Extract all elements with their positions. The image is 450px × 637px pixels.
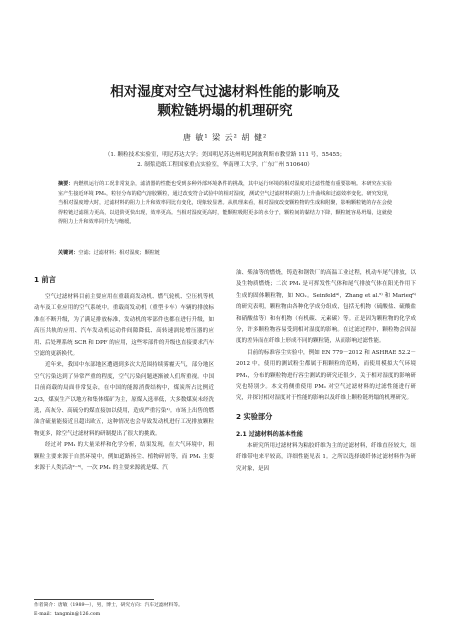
body-paragraph: 油、柴油等的燃烧，铸造和钢铁厂的高温工业过程，机动车尾气排放，以及生物质燃烧；二次 PM₁ 是可挥发性气体和尾气排放气体在阳光作用下生成的固体颗粒物，如 NOₓ。Seinfeld⁴⁾，Zhang et al.⁵⁾ 和 Marieq⁶⁾ 的研究表明，颗粒物由各种化学成分组成，包括无机物（硫酸盐、硫酸盐和硝酸盐等）和有机物（有机碳、元素碳）等。正是因为颗粒物的化学成分，许多颗粒物容易受到相对湿度的影响。在过滤过程中，颗粒物会因湿度的差异而在纤维上形成不同的颗粒链，从而影响过滤性能。 [236,270,416,345]
paper-title-line-1: 相对湿度对空气过滤材料性能的影响及 [110,84,340,100]
keywords [58,249,392,259]
left-column [34,268,214,475]
abstract-text: 内燃机运行的工况非常复杂，滤清器的性能也受到多种外部环境条件的挑战，其中运行环境的相对湿度对过滤性能有重要影响。本研究在实验室产生接近环境 PM₁，粒径分布的稳气溶胶颗粒，通过改变符合试验中的相对湿度，测试空气过滤材料的阻力上升曲线和过滤效率变化。研究发现，当相对湿度增大时，过滤材料的阻力上升和效率同比有变化，现象较显著。从机理来看，相对湿度改变颗粒物的生成和附聚，影响颗粒链的存在会使得粒链过滤阻力更高，以进阶更快出现，效率更高。当相对湿度更高时，能颗粒吸附更多的水分子，颗粒间的黏结力下降，颗粒链容易坍塌，这就使得阻力上升和效率同升先与缩缓。 [58,181,392,226]
body-paragraph: 近年来，我国中东部地区遭遇到多次大范围持续雾霾天气，部分地区空气污染达到了异常严重的程度，空气污染问题逐渐被人们所重视。中国目前商载的局面非常复杂，在中国的能源消费结构中，煤炭所占比例近 2/3，煤炭生产以地方和集体煤矿为主，原煤入选率低，大多数煤炭未经洗选，高灰分、高硫分的煤直接加以使用，造成严重污染¹⁾。市场上出售的燃油含硫量能接近且超出欧五，这种情况也会导致发动机进行工况排放颗粒物更多，除空气过滤材料的研制提出了很大的挑战。 [34,362,214,437]
section-heading: 1 前言 [34,275,56,284]
body-paragraph: 经过对 PM₁ 的大量采样和化学分析，结果发现，在大气环境中，粗颗粒主要来源于自然环境中，例如道路扬尘、植物碎屑等，而 PM₁ 主要来源于人类活动²⁻³⁾，一次 PM₁ 的主要来源就是煤、汽 [34,442,214,472]
affiliation-2: 2. 制浆造纸工程国家重点实验室，华南理工大学，广东广州 510640） [137,162,313,168]
abstract-label: 摘要： [58,181,74,187]
subsection-heading: 2.1 过滤材料的基本性能 [236,430,303,438]
affiliation-1: （1. 颗粒技术实验室，明尼苏达大学；美国明尼苏达州明尼阿波利斯市教堂路 111 号，55455； [104,152,346,158]
body-paragraph: 空气过滤材料目前主要应用在重载商发动机、燃气轮机、空压机等机动车及工业应用的空气系统中。重载商发动机（重型卡车）车辆的排放标准在不断升级，为了满足排放标准，发动机的零部件也都在进行升级，如高压共轨的应用、汽车发动机运动件间隙降低、高转速涡轮增压器的应用、后处理系统 SCR 和 DPF 的应用，这些零部件的升级也直接要求汽车空滤的更新换代。 [34,294,214,358]
keywords-label: 关键词： [58,250,79,256]
abstract [58,180,392,228]
author-footnote: 作者简介：唐敏（1989—），男，博士，研究方向：汽车过滤材料等。 [34,603,183,608]
email-footnote: E-mail：tangmin@126.com [34,612,101,617]
right-column [236,268,416,475]
body-paragraph: 目前的标准容尘实验中，例如 EN 779－2012 和 ASHRAE 52.2－2012 中，使用的测试粉尘都属于粗颗粒的范畴，而使用模拟大气环境 PM₁，分布的颗粒物进行容尘测试的研究还很少，关于相对湿度的影响研究也特别少。本文将侧重使用 PM₁ 对空气过滤材料的过滤性能进行研究，并探讨相对湿度对于性能的影响以及纤维上颗粒链坍塌的机理研究。 [236,349,416,402]
footnote-rule [34,599,154,600]
author-list: 唐 敏¹ 梁 云² 胡 健² [182,133,268,142]
paper-title-line-2: 颗粒链坍塌的机理研究 [157,103,293,119]
section-heading: 2 实验部分 [236,411,273,421]
keywords-text: 空滤；过滤材料；相对湿度；颗粒链 [78,250,160,256]
body-paragraph: 本研究所用过滤材料为粘胶纤维为主的过滤材料，纤维直径较大，组纤维带电来平较高，详细性能见表 1。之所以选择玻纤体过滤材料作为研究对象，是因 [236,442,416,472]
